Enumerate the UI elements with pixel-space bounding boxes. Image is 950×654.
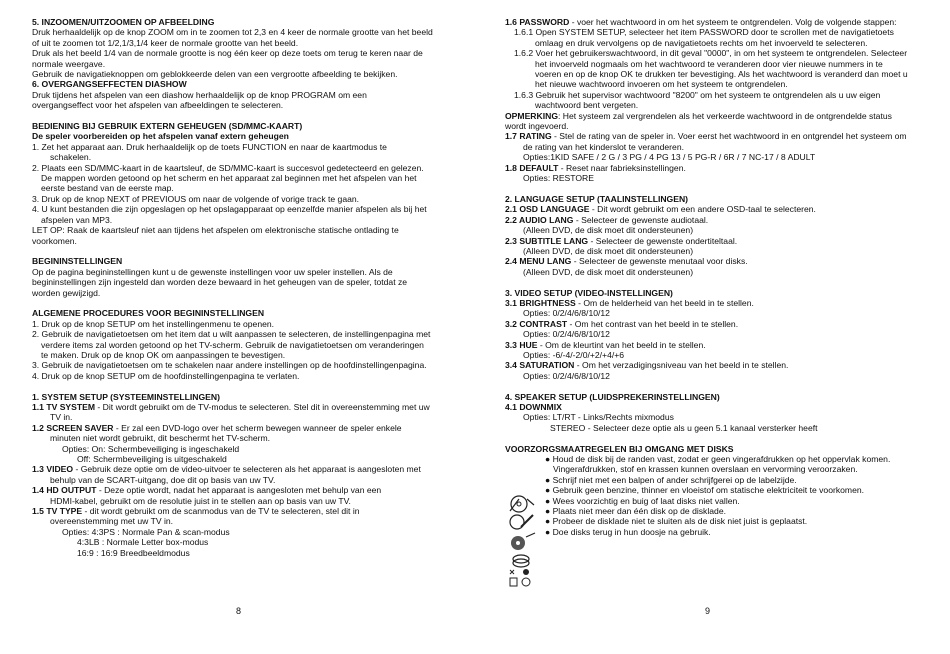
item-text: - Om het contrast van het beeld in te stellen. xyxy=(567,318,739,329)
item-label: 1.2 SCREEN SAVER xyxy=(32,422,114,433)
text-line: Op de pagina begininstellingen kunt u de gewenste instellingen voor uw speler instellen. Als de xyxy=(32,266,393,277)
item-label: 1.6 PASSWORD xyxy=(505,17,570,27)
text-line: ● Schrijf niet met een balpen of ander schrijfgerei op de labelzijde. xyxy=(545,474,797,485)
text-line: Opties: 0/2/4/6/8/10/12 xyxy=(523,308,610,319)
text-line: 4. Druk op de knop SETUP om de hoofdinstellingenpagina te verlaten. xyxy=(32,370,300,381)
pen-on-disc-icon xyxy=(510,515,533,529)
item-text: - Dit wordt gebruikt om de TV-modus te selecteren. Stel dit in overeenstemming met uw xyxy=(95,401,430,412)
page-number-right: 9 xyxy=(705,606,711,616)
item-text: - voer het wachtwoord in om het systeem te ontgrendelen. Volg de volgende stappen: xyxy=(569,17,897,27)
item-text: : Het systeem zal vergrendelen als het verkeerde wachtwoord in de ontgrendelde status xyxy=(558,110,892,121)
text-line: de rating van het kinderslot te veranderen. xyxy=(523,141,684,152)
item-text: - Reset naar fabrieksinstellingen. xyxy=(558,162,686,173)
section-heading: ALGEMENE PROCEDURES VOOR BEGININSTELLINGEN xyxy=(32,308,265,319)
section-heading: BEDIENING BIJ GEBRUIK EXTERN GEHEUGEN (SD/MMC-KAART) xyxy=(32,121,303,132)
section-heading: 6. OVERGANGSEFFECTEN DIASHOW xyxy=(32,79,187,90)
left-page xyxy=(32,17,452,558)
text-line xyxy=(505,163,925,173)
item-label: 2.1 OSD LANGUAGE xyxy=(505,204,590,215)
text-line: Opties: 0/2/4/6/8/10/12 xyxy=(523,370,610,381)
item-label: 3.4 SATURATION xyxy=(505,360,575,371)
section-gap xyxy=(505,277,925,287)
section-gap xyxy=(505,184,925,194)
item-label: 1.4 HD OUTPUT xyxy=(32,485,97,496)
text-line: 3. Gebruik de navigatietoetsen om te schakelen naar andere instellingen op de hoofdinstellingenpagina. xyxy=(32,360,427,371)
item-text: - Er zal een DVD-logo over het scherm bewegen wanneer de speler enkele xyxy=(113,422,402,433)
section-heading: BEGININSTELLINGEN xyxy=(32,256,123,267)
text-line: overeenstemming met uw TV in. xyxy=(50,516,174,527)
text-line: 4:3LB : Normale Letter box-modus xyxy=(77,537,209,548)
right-page xyxy=(505,17,925,537)
section-heading: 4.1 DOWNMIX xyxy=(505,401,562,412)
text-line xyxy=(32,423,452,433)
text-line xyxy=(32,402,452,412)
text-line: Opties: -6/-4/-2/0/+2/+4/+6 xyxy=(523,349,625,360)
section-gap xyxy=(32,111,452,121)
text-line: 1. Zet het apparaat aan. Druk herhaaldelijk op de toets FUNCTION en naar de kaartmodus te xyxy=(32,141,387,152)
text-line xyxy=(505,360,925,370)
text-line: Opties: On: Schermbeveiliging is ingeschakeld xyxy=(62,443,240,454)
text-line: Gebruik de navigatieknoppen om geblokkeerde delen van een vergrootte afbeelding te bekijken. xyxy=(32,69,398,80)
disc-handling-icons xyxy=(507,493,541,588)
text-line: of uit te zoomen tot 1/2,1/3,1/4 keer de normale grootte van het beeld. xyxy=(32,37,299,48)
section-gap xyxy=(32,381,452,391)
item-label: 1.8 DEFAULT xyxy=(505,162,559,173)
text-line: ● Houd de disk bij de randen vast, zodat er geen vingerafdrukken op het oppervlak komen. xyxy=(545,454,891,464)
item-label: 2.2 AUDIO LANG xyxy=(505,214,574,225)
text-line: 1.6.3 Gebruik het supervisor wachtwoord "8200" om het systeem te ontgrendelen als u uw eigen xyxy=(514,89,881,100)
text-line: te maken. Druk op de knop OK om aanpassingen te bevestigen. xyxy=(41,349,286,360)
text-line: begininstellingen zijn ingesteld dan worden deze bewaard in het geheugen van de speler, totdat ze xyxy=(32,277,408,288)
text-line xyxy=(505,111,925,121)
section-gap xyxy=(505,381,925,391)
section-heading: De speler voorbereiden op het afspelen vanaf extern geheugen xyxy=(32,131,289,142)
item-label: 2.4 MENU LANG xyxy=(505,256,572,267)
text-line: Opties: RESTORE xyxy=(523,173,594,184)
text-line: normale weergave. xyxy=(32,58,106,69)
item-label: 3.3 HUE xyxy=(505,339,538,350)
item-label: OPMERKING xyxy=(505,110,558,121)
text-line: minuten niet wordt gebruikt, dit beschermt het TV-scherm. xyxy=(50,433,271,444)
item-text: - Selecteer de gewenste audiotaal. xyxy=(573,214,709,225)
text-line: 1.6.1 Open SYSTEM SETUP, selecteer het item PASSWORD door te scrollen met de navigatietoets xyxy=(514,27,894,38)
item-text: - Dit wordt gebruikt om een andere OSD-taal te selecteren. xyxy=(589,204,816,215)
text-line xyxy=(32,464,452,474)
disc-cleaning-icon xyxy=(511,533,535,550)
item-text: - dit wordt gebruikt om de scanmodus van de TV te selecteren, stel dit in xyxy=(82,506,360,517)
text-line xyxy=(505,236,925,246)
text-line: schakelen. xyxy=(50,152,92,163)
text-line: voeren en op de knop OK te drukken ter bevestiging. Als het wachtwoord is veranderd dan moet u xyxy=(535,69,908,80)
text-line: (Alleen DVD, de disk moet dit ondersteunen) xyxy=(523,245,694,256)
text-line: 3. Druk op de knop NEXT of PREVIOUS om naar de volgende of vorige track te gaan. xyxy=(32,193,360,204)
item-text: - Stel de rating van de speler in. Voer eerst het wachtwoord in en ontgrendel het systeem om xyxy=(551,131,907,142)
text-line: 16:9 : 16:9 Breedbeeldmodus xyxy=(77,547,190,558)
item-text: - Om de kleurtint van het beeld in te stellen. xyxy=(537,339,706,350)
text-line: 1. Druk op de knop SETUP om het instellingenmenu te openen. xyxy=(32,318,275,329)
text-line: ● Probeer de disklade niet te sluiten als de disk niet juist is geplaatst. xyxy=(545,516,808,527)
text-line: STEREO - Selecteer deze optie als u geen 5.1 kanaal versterker heeft xyxy=(550,422,818,433)
text-line: ● Wees voorzichtig en buig of laat disks niet vallen. xyxy=(545,495,740,506)
text-line: ● Plaats niet meer dan één disk op de disklade. xyxy=(545,506,726,517)
text-line: Druk als het beeld 1/4 van de normale grootte is nog één keer op deze toets om terug te keren naar de xyxy=(32,48,423,59)
text-line: voorkomen. xyxy=(32,235,77,246)
section-heading: 1. SYSTEM SETUP (SYSTEEMINSTELLINGEN) xyxy=(32,391,220,402)
section-gap xyxy=(32,298,452,308)
text-line: het nieuwe wachtwoord invoeren om het systeem te ontgrendelen. xyxy=(535,79,788,90)
text-line: 2. Gebruik de navigatietoetsen om het item dat u wilt aanpassen te selecteren, de instellingenpagina met xyxy=(32,329,431,340)
item-text: - Deze optie wordt, nadat het apparaat is aangesloten met behulp van een xyxy=(96,485,382,496)
section-heading: 5. INZOOMEN/UITZOOMEN OP AFBEELDING xyxy=(32,17,215,27)
text-line xyxy=(32,485,452,495)
text-line xyxy=(505,17,925,27)
text-line xyxy=(505,319,925,329)
text-line: behulp van de SCART-uitgang, doe dit op basis van uw TV. xyxy=(50,474,276,485)
text-line: Vingerafdrukken, stof en krassen kunnen overslaan en vervorming veroorzaken. xyxy=(553,464,858,475)
text-line: 1.6.2 Voer het gebruikerswachtwoord, in dit geval "0000", in om het systeem te ontgrendelen. Selecteer xyxy=(514,48,908,59)
text-line: wordt ingevoerd. xyxy=(505,121,569,132)
text-line: verdere items zal worden getoond op het TV-scherm. Gebruik de navigatietoetsen om veranderingen xyxy=(41,339,424,350)
item-label: 1.1 TV SYSTEM xyxy=(32,401,96,412)
text-line: (Alleen DVD, de disk moet dit ondersteunen) xyxy=(523,225,694,236)
text-line: (Alleen DVD, de disk moet dit ondersteunen) xyxy=(523,266,694,277)
text-line: Off: Schermbeveiliging is uitgeschakeld xyxy=(77,454,227,464)
stacked-discs-icon xyxy=(513,555,529,567)
disc-in-case-icon xyxy=(510,578,530,586)
hand-holding-disc-icon xyxy=(510,496,534,512)
item-label: 3.2 CONTRAST xyxy=(505,318,568,329)
text-line: TV in. xyxy=(50,412,73,423)
text-line: Opties: LT/RT - Links/Rechts mixmodus xyxy=(523,412,674,423)
item-text: - Gebruik deze optie om de video-uitvoer te selecteren als het apparaat is aangesloten met xyxy=(73,464,421,475)
item-text: - Selecteer de gewenste menutaal voor disks. xyxy=(571,256,748,267)
item-label: 3.1 BRIGHTNESS xyxy=(505,297,576,308)
item-label: 1.7 RATING xyxy=(505,131,552,142)
item-label: 2.3 SUBTITLE LANG xyxy=(505,235,589,246)
text-line: Opties: 4:3PS : Normale Pan & scan-modus xyxy=(62,526,230,537)
item-label: 1.3 VIDEO xyxy=(32,464,74,475)
text-line: 2. Plaats een SD/MMC-kaart in de kaartsleuf, de SD/MMC-kaart is succesvol gedetecteerd en gelezen. xyxy=(32,162,424,173)
text-line: Opties:1KID SAFE / 2 G / 3 PG / 4 PG 13 / 5 PG-R / 6R / 7 NC-17 / 8 ADULT xyxy=(523,152,816,163)
text-line: ● Gebruik geen benzine, thinner en vloeistof om statische elektriciteit te voorkomen. xyxy=(545,485,865,496)
text-line: wachtwoord bent vergeten. xyxy=(535,100,639,111)
text-line xyxy=(505,215,925,225)
text-line: 4. U kunt bestanden die zijn opgeslagen op het opslagapparaat op eenzelfde manier afspelen als bij het xyxy=(32,204,427,215)
text-line: LET OP: Raak de kaartsleuf niet aan tijdens het afspelen om elektronische statische ontlading te xyxy=(32,225,399,236)
text-line: De mappen worden getoond op het scherm en het apparaat zal beginnen met het afspelen van het xyxy=(41,173,417,184)
text-line: Opties: 0/2/4/6/8/10/12 xyxy=(523,329,610,340)
section-heading: 3. VIDEO SETUP (VIDEO-INSTELLINGEN) xyxy=(505,287,673,298)
section-gap xyxy=(32,246,452,256)
text-line: ● Doe disks terug in hun doosje na gebruik. xyxy=(545,526,711,537)
text-line: afspelen van MP3. xyxy=(41,214,113,225)
text-line: Druk herhaaldelijk op de knop ZOOM om in te zoomen tot 2,3 en 4 keer de normale grootte van het beeld xyxy=(32,27,433,38)
section-gap xyxy=(505,433,925,443)
item-label: 1.5 TV TYPE xyxy=(32,506,83,517)
text-line: eerste bestand van de eerste map. xyxy=(41,183,174,194)
cross-mark-icon xyxy=(510,569,529,575)
text-line xyxy=(505,340,925,350)
text-line xyxy=(505,256,925,266)
text-line: overgangseffect voor het afspelen van afbeeldingen te selecteren. xyxy=(32,100,284,111)
text-line: het invoerveld nogmaals om het wachtwoord te veranderen door vier nieuwe nummers in te xyxy=(535,58,883,69)
section-heading: 2. LANGUAGE SETUP (TAALINSTELLINGEN) xyxy=(505,193,689,204)
section-heading: 4. SPEAKER SETUP (LUIDSPREKERINSTELLINGEN) xyxy=(505,391,720,402)
text-line xyxy=(505,131,925,141)
section-heading: VOORZORGSMAATREGELEN BIJ OMGANG MET DISKS xyxy=(505,443,734,454)
item-text: - Om de helderheid van het beeld in te stellen. xyxy=(575,297,754,308)
text-line: omlaag en druk vervolgens op de navigatietoets rechts om het invoerveld te selecteren. xyxy=(535,37,868,48)
text-line xyxy=(505,298,925,308)
text-line xyxy=(505,204,925,214)
item-text: - Om het verzadigingsniveau van het beeld in te stellen. xyxy=(574,360,789,371)
text-line xyxy=(32,506,452,516)
item-text: - Selecteer de gewenste ondertiteltaal. xyxy=(588,235,738,246)
text-line: Druk tijdens het afspelen van een diashow herhaaldelijk op de knop PROGRAM om een xyxy=(32,89,367,100)
text-line: HDMI-kabel, gebruikt om de resolutie juist in te stellen aan op basis van uw TV. xyxy=(50,495,351,506)
text-line: worden gewijzigd. xyxy=(32,287,101,298)
page-number-left: 8 xyxy=(236,606,242,616)
